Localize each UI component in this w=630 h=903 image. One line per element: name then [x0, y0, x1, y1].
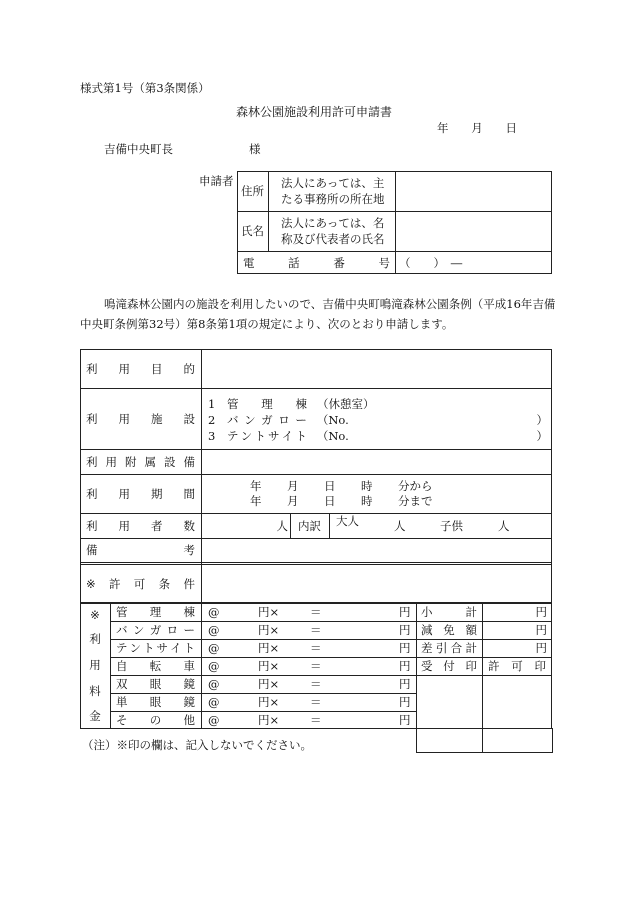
label-char: 自: [116, 659, 128, 673]
label-char: そ: [116, 713, 128, 727]
intro-line-1: 鳴滝森林公園内の施設を利用したいので、吉備中央町鳴滝森林公園条例（平成16年吉備: [104, 297, 556, 311]
label-char: イ: [281, 429, 294, 443]
label-char: ロ: [166, 623, 179, 637]
label-char: 免: [443, 623, 455, 637]
fee-equals-sign: ＝: [310, 623, 322, 637]
fee-item-label: [116, 603, 195, 621]
users-breakdown-label: 内訳: [298, 518, 321, 533]
label-char: 金: [89, 709, 101, 724]
label-char: 印: [534, 659, 546, 673]
name-note: 法人にあっては、名 称及び代表者の氏名: [281, 216, 385, 246]
fee-equals-sign: ＝: [310, 695, 322, 709]
facility-item[interactable]: 2 バ ン ガ ロ ー （No. ）: [208, 413, 548, 427]
label-char: 鏡: [183, 695, 195, 709]
label-char: 転: [149, 659, 162, 673]
label-char: ン: [132, 623, 145, 637]
label-char: 他: [183, 713, 195, 727]
label-char: テ: [116, 641, 128, 655]
label-char: 設: [183, 411, 195, 426]
fee-at-sign: @: [208, 677, 220, 691]
period-to: 年 月 日 時 分まで: [250, 494, 433, 508]
fee-item-label: [116, 639, 195, 657]
label-char: 差: [421, 641, 433, 655]
page-title: 森林公園施設利用許可申請書: [236, 105, 393, 119]
label-char: 設: [164, 454, 176, 469]
label-char: ト: [143, 641, 155, 655]
fee-amount-unit: 円: [399, 623, 411, 637]
fee-at-sign: @: [208, 695, 220, 709]
fee-amount-field[interactable]: [202, 658, 415, 674]
label-char: ガ: [149, 623, 162, 637]
label-char: ※: [86, 576, 96, 591]
label-char: 日: [505, 121, 517, 135]
fee-equals-sign: ＝: [310, 677, 322, 691]
fee-item-label: [116, 657, 195, 675]
fee-item-label: [116, 621, 195, 639]
conditions-field: [202, 565, 551, 602]
fee-amount-unit: 円: [399, 641, 411, 655]
label-char: ガ: [261, 413, 273, 427]
fee-at-sign: @: [208, 641, 220, 655]
label-char: 理: [261, 397, 273, 411]
label-char: 印: [465, 659, 477, 673]
label-char: 利: [86, 411, 98, 426]
label-char: 眼: [149, 695, 162, 709]
facility-label: [86, 388, 195, 449]
fee-item-label: [116, 711, 195, 729]
label-char: 付: [443, 659, 455, 673]
label-char: 用: [118, 486, 130, 501]
fee-amount-field[interactable]: [202, 676, 415, 692]
label-char: 用: [118, 518, 130, 533]
fee-unit-price-label: 円×: [258, 713, 280, 727]
users-child-label: 子供: [440, 518, 463, 533]
label-char: ー: [295, 413, 307, 427]
label-char: 施: [151, 411, 163, 426]
fee-unit-price-label: 円×: [258, 605, 280, 619]
label-char: 件: [183, 576, 195, 591]
applicant-label: 申請者: [199, 174, 234, 188]
label-char: 備: [183, 454, 195, 469]
form-id: 様式第1号（第3条関係）: [80, 81, 210, 95]
users-label: [86, 513, 195, 538]
equipment-label: [86, 449, 195, 474]
label-char: ト: [254, 429, 266, 443]
fee-amount-unit: 円: [399, 713, 411, 727]
remarks-field[interactable]: [202, 539, 551, 561]
label-char: 額: [465, 623, 477, 637]
phone-label: [243, 251, 390, 274]
fee-unit-price-label: 円×: [258, 659, 280, 673]
label-char: 話: [288, 255, 300, 270]
label-char: 車: [183, 659, 195, 673]
label-char: ー: [183, 623, 195, 637]
users-child-unit[interactable]: 人: [498, 518, 510, 533]
label-char: 属: [144, 454, 156, 469]
label-char: 利: [89, 632, 101, 647]
fee-equals-sign: ＝: [310, 605, 322, 619]
label-char: サ: [156, 641, 168, 655]
label-char: 眼: [149, 677, 162, 691]
fee-at-sign: @: [208, 623, 220, 637]
label-char: 附: [125, 454, 137, 469]
subtotal-label: [421, 603, 477, 621]
fee-amount-field[interactable]: [202, 640, 415, 656]
fee-amount-field[interactable]: [202, 604, 415, 620]
label-char: 棟: [295, 397, 307, 411]
label-char: ※: [90, 607, 100, 622]
label-char: 電: [243, 255, 255, 270]
label-char: 利: [86, 486, 98, 501]
label-char: ト: [295, 429, 307, 443]
addressee-name: 吉備中央町長: [104, 142, 173, 156]
label-char: 許: [108, 576, 121, 591]
discount-label: [421, 621, 477, 639]
label-char: 受: [421, 659, 433, 673]
label-char: 利: [86, 518, 98, 533]
fee-unit-price-label: 円×: [258, 641, 280, 655]
users-adult-unit[interactable]: 人: [394, 518, 406, 533]
label-char: 利: [86, 361, 98, 376]
fee-equals-sign: ＝: [310, 641, 322, 655]
fee-at-sign: @: [208, 713, 220, 727]
equipment-field[interactable]: [202, 450, 551, 473]
fee-side-label: [80, 603, 110, 729]
label-char: 用: [105, 454, 117, 469]
label-char: 計: [465, 605, 477, 619]
fee-amount-unit: 円: [399, 695, 411, 709]
addressee-honorific: 様: [249, 142, 261, 156]
fee-unit-price-label: 円×: [258, 623, 280, 637]
label-char: 条: [158, 576, 171, 591]
facility-list: [208, 396, 548, 444]
users-total[interactable]: 人: [276, 518, 288, 533]
remarks-label: [86, 538, 195, 562]
net-total-field[interactable]: 円: [535, 641, 547, 655]
users-adult-label: 大人: [336, 514, 359, 528]
footnote: （注）※印の欄は、記入しないでください。: [82, 738, 312, 752]
fee-amount-field[interactable]: [202, 712, 415, 728]
address-label: 住所: [241, 184, 264, 198]
label-char: 用: [89, 657, 101, 672]
reception-stamp-box: [417, 676, 482, 752]
label-char: 的: [183, 361, 195, 376]
label-char: 間: [183, 486, 195, 501]
discount-field[interactable]: 円: [535, 623, 547, 637]
fee-at-sign: @: [208, 659, 220, 673]
label-char: イ: [170, 641, 182, 655]
label-char: 鏡: [183, 677, 195, 691]
net-total-label: [421, 639, 477, 657]
label-char: ト: [183, 641, 195, 655]
label-char: ン: [240, 429, 253, 443]
label-char: 利: [86, 454, 98, 469]
label-char: 可: [511, 659, 523, 673]
label-char: 合: [450, 641, 463, 655]
label-char: 数: [183, 518, 195, 533]
address-field[interactable]: [396, 172, 551, 210]
fee-amount-unit: 円: [399, 659, 411, 673]
label-char: 用: [118, 361, 130, 376]
label-char: 者: [151, 518, 163, 533]
label-char: バ: [116, 623, 128, 637]
label-char: 単: [116, 695, 128, 709]
fee-item-label: [116, 675, 195, 693]
label-char: の: [149, 713, 162, 727]
label-char: サ: [267, 429, 280, 443]
fee-unit-price-label: 円×: [258, 677, 280, 691]
label-char: 引: [435, 641, 448, 655]
name-label: 氏名: [241, 224, 264, 238]
label-char: 号: [378, 255, 390, 270]
label-char: 双: [116, 677, 128, 691]
address-note: 法人にあっては、主 たる事務所の所在地: [281, 176, 385, 206]
fee-amount-unit: 円: [399, 605, 411, 619]
label-char: 管: [227, 397, 239, 411]
date-line: [437, 120, 517, 136]
label-char: 管: [116, 605, 128, 619]
fee-equals-sign: ＝: [310, 713, 322, 727]
label-char: 減: [421, 623, 433, 637]
intro-line-2: 中央町条例第32号）第8条第1項の規定により、次のとおり申請します。: [80, 317, 454, 331]
fee-amount-field[interactable]: [202, 622, 415, 638]
period-label: [86, 474, 195, 513]
label-char: 月: [471, 121, 483, 135]
fee-amount-unit: 円: [399, 677, 411, 691]
label-char: 期: [151, 486, 163, 501]
phone-field[interactable]: （ ） ―: [399, 255, 463, 270]
label-char: 備: [86, 543, 98, 557]
label-char: 許: [488, 659, 500, 673]
period-field[interactable]: [250, 479, 433, 509]
conditions-label: [86, 564, 195, 603]
label-char: テ: [226, 429, 239, 443]
label-char: 考: [183, 543, 195, 557]
label-char: ン: [129, 641, 141, 655]
label-char: 目: [151, 361, 163, 376]
label-char: ン: [244, 413, 256, 427]
facility-item[interactable]: 3 テ ン ト サ イ ト （No. ）: [208, 429, 548, 443]
purpose-field[interactable]: [202, 350, 551, 387]
label-char: 料: [89, 683, 101, 698]
approval-stamp-label: [488, 657, 546, 675]
fee-item-label: [116, 693, 195, 711]
approval-stamp-box: [483, 676, 551, 752]
label-char: 小: [421, 605, 433, 619]
purpose-label: [86, 349, 195, 388]
label-char: 理: [149, 605, 162, 619]
label-char: ロ: [278, 413, 290, 427]
label-char: 番: [333, 255, 345, 270]
subtotal-field[interactable]: 円: [535, 605, 547, 619]
reception-stamp-label: [421, 657, 477, 675]
fee-amount-field[interactable]: [202, 694, 415, 710]
period-from: 年 月 日 時 分から: [250, 479, 433, 493]
label-char: 可: [133, 576, 146, 591]
facility-item[interactable]: 1 管 理 棟 （休憩室）: [208, 397, 375, 411]
label-char: 年: [437, 121, 449, 135]
label-char: 計: [465, 641, 477, 655]
fee-at-sign: @: [208, 605, 220, 619]
fee-unit-price-label: 円×: [258, 695, 280, 709]
fee-equals-sign: ＝: [310, 659, 322, 673]
label-char: 用: [118, 411, 130, 426]
label-char: バ: [226, 413, 239, 427]
name-field[interactable]: [396, 212, 551, 250]
label-char: 棟: [183, 605, 195, 619]
